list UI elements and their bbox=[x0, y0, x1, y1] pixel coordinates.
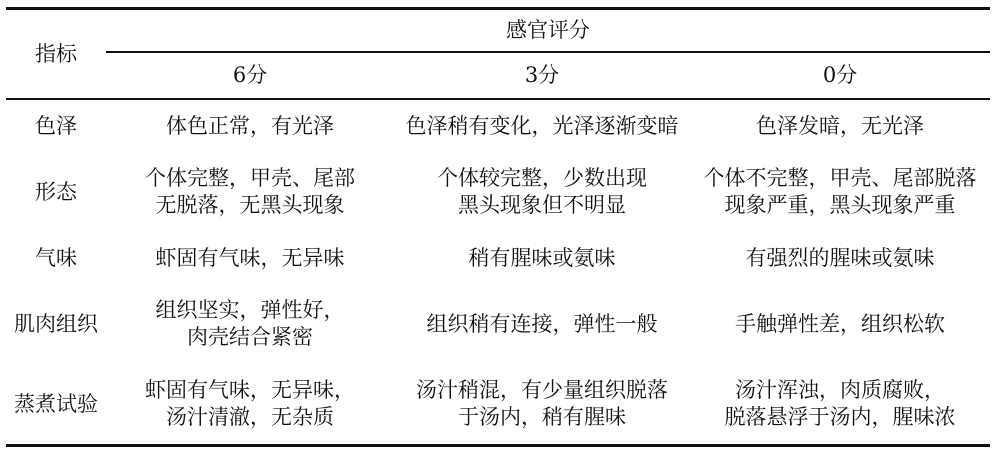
table-cell: 色泽稍有变化，光泽逐渐变暗 bbox=[405, 113, 679, 138]
header-score-6 bbox=[106, 53, 394, 98]
table-cell: 个体较完整，少数出现 黑头现象但不明显 bbox=[437, 166, 647, 217]
row-name: 蒸煮试验 bbox=[14, 391, 98, 416]
table-cell: 手触弹性差，组织松软 bbox=[735, 311, 945, 336]
row-name: 气味 bbox=[35, 245, 77, 270]
table-cell: 虾固有气味，无异味 bbox=[155, 245, 345, 270]
header-score-0 bbox=[690, 53, 990, 98]
header-score-label: 0分 bbox=[822, 63, 858, 87]
row-name: 肌肉组织 bbox=[14, 311, 98, 336]
header-score-label: 3分 bbox=[524, 63, 560, 87]
header-score-label: 6分 bbox=[232, 63, 268, 87]
table-cell: 个体完整，甲壳、尾部 无脱落，无黑头现象 bbox=[145, 166, 355, 217]
table-cell: 虾固有气味，无异味， 汤汁清澈，无杂质 bbox=[145, 378, 355, 429]
row-name: 色泽 bbox=[35, 113, 77, 138]
table-cell: 汤汁稍混，有少量组织脱落 于汤内，稍有腥味 bbox=[416, 378, 668, 429]
header-index-cell bbox=[6, 10, 106, 98]
table-cell: 色泽发暗，无光泽 bbox=[756, 113, 924, 138]
header-group-label: 感官评分 bbox=[506, 18, 590, 42]
table-bottom-rule bbox=[6, 444, 990, 447]
table-cell: 体色正常，有光泽 bbox=[166, 113, 334, 138]
table-cell: 组织稍有连接，弹性一般 bbox=[426, 311, 658, 336]
table-cell: 个体不完整，甲壳、尾部脱落 现象严重，黑头现象严重 bbox=[703, 166, 977, 217]
header-group-cell bbox=[106, 10, 990, 51]
sensory-evaluation-table bbox=[6, 7, 990, 447]
row-name: 形态 bbox=[35, 179, 77, 204]
table-cell: 稍有腥味或氨味 bbox=[468, 245, 616, 270]
table-cell: 有强烈的腥味或氨味 bbox=[745, 245, 935, 270]
header-index-label: 指标 bbox=[35, 41, 77, 66]
table-cell: 组织坚实，弹性好， 肉壳结合紧密 bbox=[155, 298, 345, 349]
table-cell: 汤汁浑浊，肉质腐败， 脱落悬浮于汤内，腥味浓 bbox=[724, 378, 956, 429]
header-score-3 bbox=[394, 53, 690, 98]
